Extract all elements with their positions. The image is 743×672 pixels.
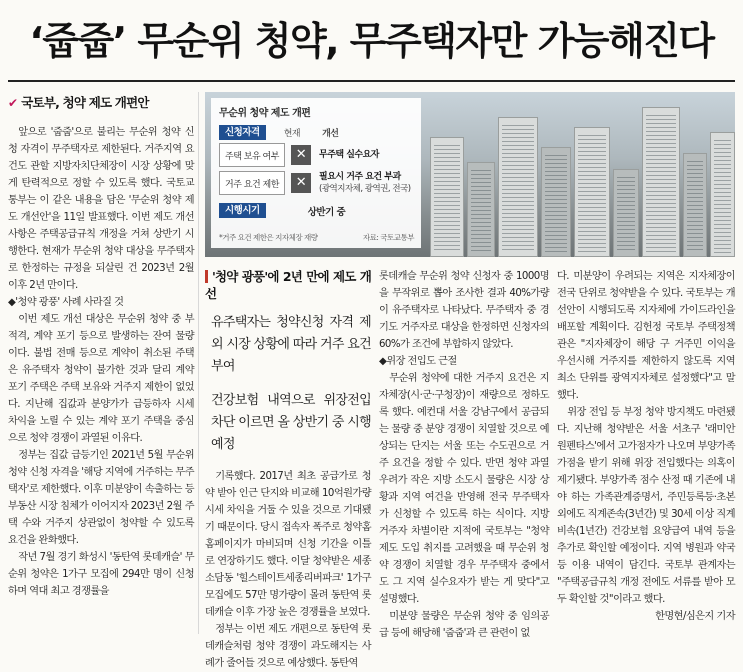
current-column-label: 현재 xyxy=(283,128,301,139)
col1-paragraph-1: 기록했다. 2017년 최초 공급가로 청약 받아 인근 단지와 비교해 10억원가량 시세 차익을 거둘 수 있을 것으로 기대됐기 때문이다. 당시 접속자 폭주로 청약홈 홈페이지가 마비되며 신청 기간을 이틀로 연장하기도 했다. 이달 청약받은 세종 소담동 '힐스테이트세종리버파크' 1가구 모집에도 57만 명가량이 몰려 동탄역 롯데캐슬 이후 가장 높은 경쟁률을 보였다. xyxy=(205,471,371,618)
column-3 xyxy=(557,268,735,625)
left-paragraph-4: 작년 7월 경기 화성시 '동탄역 롯데캐슬' 무순위 청약은 1가구 모집에 294만 명이 신청하며 역대 최고 경쟁률을 xyxy=(8,552,194,597)
building xyxy=(642,107,680,257)
row1-new: 무주택 실수요자 xyxy=(319,150,379,160)
building xyxy=(683,153,707,257)
col2-paragraph-3: 미분양 물량은 무순위 청약 중 임의공급 등에 해당해 '줍줍'과 큰 관련이 없 xyxy=(379,611,549,639)
info-row-1 xyxy=(219,143,413,167)
col3-paragraph-2: 위장 전입 등 부정 청약 방지책도 마련됐다. 지난해 청약받은 서울 서초구 '래미안 원펜타스'에서 고가점자가 나오며 부양가족 가점을 받기 위해 위장 전입했다는 의혹이 제기됐다. 부양가족 점수 산정 때 기존에 내야 하는 가족관계증명서, 주민등록등·초본 외에도 직계존속(3년간) 및 30세 이상 직계비속(1년간) 건강보험 요양급여 내역 등을 추가로 확인할 예정이다. 지역 병원과 약국 등 이용 내역이 담긴다. 국토부 관계자는 "주택공급규칙 개정 전에도 서류를 받아 모두 확인할 것"이라고 했다. xyxy=(557,407,735,605)
x-mark-icon: ✕ xyxy=(291,173,311,193)
column-2 xyxy=(379,268,549,642)
left-column xyxy=(8,92,194,637)
building xyxy=(710,132,735,257)
col1-paragraph-2: 정부는 이번 제도 개편으로 동탄역 롯데캐슬처럼 청약 경쟁이 과도해지는 사례가 줄어들 것으로 예상했다. 동탄역 xyxy=(205,624,371,669)
reform-column-label: 개선 xyxy=(322,128,339,139)
info-box-footer xyxy=(219,232,414,243)
headline: ‘줍줍’ 무순위 청약, 무주택자만 가능해진다 xyxy=(29,19,714,63)
info-note: *거주 요건 제한은 지자체장 재량 xyxy=(219,233,318,242)
row2-new-text: 필요시 거주 요건 부과 xyxy=(319,172,401,182)
building xyxy=(574,127,610,257)
check-icon: ✔ xyxy=(8,96,18,110)
col3-paragraph-1: 다. 미분양이 우려되는 지역은 지자체장이 전국 단위로 청약받을 수 있다. 국토부는 개선안이 시행되도록 지자체에 가이드라인을 배포할 계획이다. 김헌정 국토부 주택정책관은 "지자체장이 해당 구 거주민 이익을 우선시해 거주지를 제한하지 않도록 지역 최소 단위를 광역지자체로 설정했다"고 말했다. xyxy=(557,271,735,401)
left-subhead-text: 국토부, 청약 제도 개편안 xyxy=(21,95,149,110)
row2-label: 거주 요건 제한 xyxy=(219,171,285,195)
column-divider xyxy=(198,92,199,634)
qualification-tag: 신청자격 xyxy=(219,125,266,140)
column-1 xyxy=(205,268,371,672)
building xyxy=(467,162,495,257)
pull-quote-1: 유주택자는 청약신청 자격 제외 시장 상황에 따라 거주 요건 부여 xyxy=(211,315,371,374)
middle-subtitle-text: '청약 광풍'에 2년 만에 제도 개선 xyxy=(205,269,371,301)
info-box-header-row xyxy=(219,125,413,139)
info-source: 자료: 국토교통부 xyxy=(362,233,414,242)
row1-label: 주택 보유 여부 xyxy=(219,143,285,167)
time-tag: 시행시기 xyxy=(219,203,266,218)
col2-paragraph-1: 롯데캐슬 무순위 청약 신청자 중 1000명을 무작위로 뽑아 조사한 결과 40%가량이 유주택자로 나타났다. 무주택자 중 경기도 거주자로 대상을 한정하면 신청자의 60%가 조건에 부합하지 않았다. xyxy=(379,271,549,350)
col2-paragraph-2: 무순위 청약에 대한 거주지 요건은 지자체장(시·군·구청장)이 재량으로 정하도록 했다. 예컨대 서울 강남구에서 공급되는 물량 중 분양 경쟁이 치열할 것으로 예상되는 단지는 서울 또는 수도권으로 거주 요건을 정할 수 있다. 반면 청약 과열 우려가 작은 지방 소도시 물량은 시장 상황과 지역 여건을 반영해 전국 무주택자가 신청할 수 있도록 하는 식이다. 지방 거주자 차별이란 지적에 국토부는 "청약 제도 도입 취지를 고려했을 때 무순위 청약 경쟁이 치열할 경우 무주택자 중에서도 그 지역 실수요자가 받는 게 맞다"고 설명했다. xyxy=(379,373,549,605)
red-bar xyxy=(205,270,208,283)
info-row-time xyxy=(219,203,413,218)
info-box-title: 무순위 청약 제도 개편 xyxy=(219,108,311,119)
left-subhead xyxy=(8,94,194,112)
col2-section-heading: ◆위장 전입도 근절 xyxy=(379,356,457,367)
info-box xyxy=(211,98,421,248)
info-row-2 xyxy=(219,171,413,195)
left-paragraph-1: 앞으로 '줍줍'으로 불리는 무순위 청약 신청 자격이 무주택자로 제한된다. 거주지역 요건도 관할 지방자치단체장이 시장 상황에 맞게 탄력적으로 정할 수 있도록 했다. 국토교통부는 이 같은 내용을 담은 '무순위 청약 제도 개선안'을 11일 발표했다. 이번 제도 개선 사항은 주택공급규칙 개정을 거쳐 상반기 시행한다. 현재가 무순위 청약 대상을 무주택자로 한정하는 규정을 되살린 건 2023년 2월 이후 2년 만이다. xyxy=(8,127,194,291)
middle-subtitle xyxy=(205,268,371,302)
byline: 한명현/심은지 기자 xyxy=(655,611,735,622)
pull-quote-2: 건강보험 내역으로 위장전입 차단 이르면 올 상반기 중 시행 예정 xyxy=(211,393,371,452)
building xyxy=(541,147,571,257)
row2-new-sub: (광역지자체, 광역권, 전국) xyxy=(319,184,411,194)
article-graphic xyxy=(205,92,735,257)
building xyxy=(613,169,639,257)
left-section-heading: ◆'청약 광풍' 사례 사라질 것 xyxy=(8,297,124,308)
left-paragraph-2: 이번 제도 개선 대상은 무순위 청약 중 부적격, 계약 포기 등으로 발생하는 잔여 물량이다. 불법 전매 등으로 계약이 취소된 주택은 유주택자 청약이 불가한 것과 달리 계약 포기 주택은 주택 보유와 거주지 제한이 없었다. 지난해 집값과 분양가가 급등하자 시세 차익을 노릴 수 있는 계약 포기 주택을 중심으로 청약 경쟁이 과열된 이유다. xyxy=(8,314,194,444)
x-mark-icon: ✕ xyxy=(291,145,311,165)
time-value: 상반기 중 xyxy=(307,206,346,218)
left-paragraph-3: 정부는 집값 급등기인 2021년 5월 무순위 청약 신청 자격을 '해당 지역에 거주하는 무주택자'로 제한했다. 이후 미분양이 속출하는 등 부동산 시장 침체가 이어지자 2023년 2월 주택 수와 거주지 상관없이 청약할 수 있도록 요건을 완화했다. xyxy=(8,450,194,546)
headline-rule xyxy=(8,80,735,82)
row2-new xyxy=(319,171,411,195)
building xyxy=(430,137,464,257)
building xyxy=(498,117,538,257)
